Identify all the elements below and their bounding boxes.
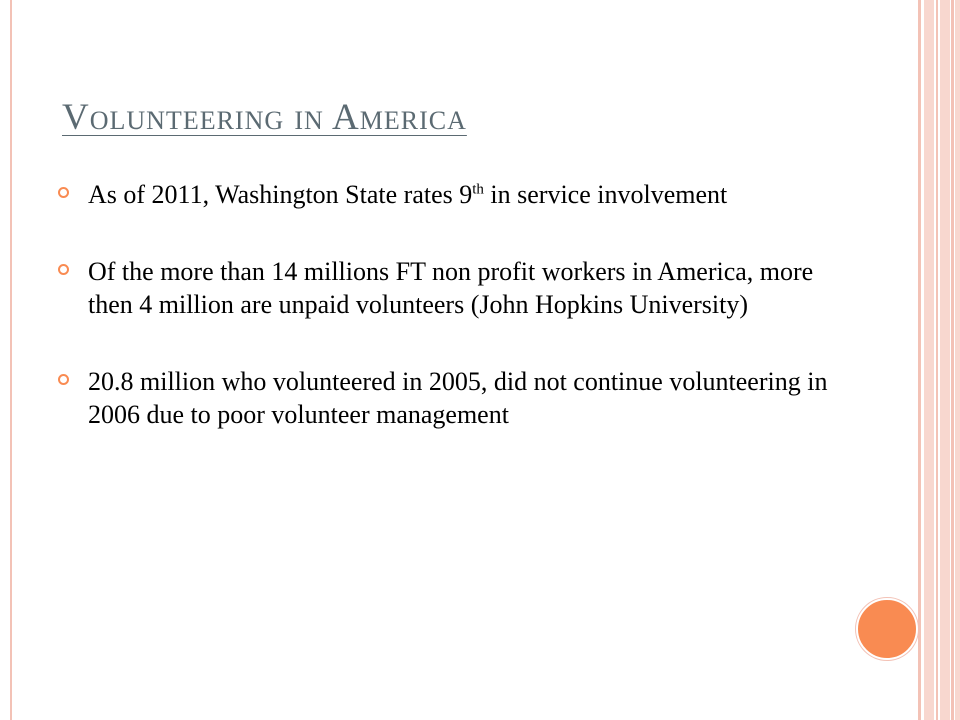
- bullet-circle-icon: [58, 374, 69, 385]
- bullet-circle-icon: [58, 187, 69, 198]
- bullet-text: Of the more than 14 millions FT non profit workers in America, more then 4 million are unpaid volunteers (John Hopkins University): [88, 257, 814, 319]
- right-border-stripe: [924, 0, 934, 720]
- slide-title: Volunteering in America: [62, 97, 467, 138]
- bullet-text-part: As of 2011, Washington State rates 9: [88, 180, 473, 209]
- bullet-text-part: in service involvement: [483, 180, 728, 209]
- bullet-circle-icon: [58, 264, 69, 275]
- left-border-rule: [10, 0, 12, 720]
- bullet-item: [58, 178, 838, 211]
- bullet-item: [58, 365, 838, 431]
- right-border-stripe: [951, 0, 954, 720]
- bullet-item: [58, 255, 838, 321]
- bullet-text: 20.8 million who volunteered in 2005, did not continue volunteering in 2006 due to poor volunteer management: [88, 367, 828, 429]
- right-border-stripe: [940, 0, 950, 720]
- right-border-stripe: [918, 0, 921, 720]
- decorative-circle: [856, 598, 918, 660]
- ordinal-superscript: th: [472, 181, 484, 198]
- right-border-stripe: [955, 0, 960, 720]
- right-border-stripe: [936, 0, 938, 720]
- bullet-list: [58, 178, 838, 431]
